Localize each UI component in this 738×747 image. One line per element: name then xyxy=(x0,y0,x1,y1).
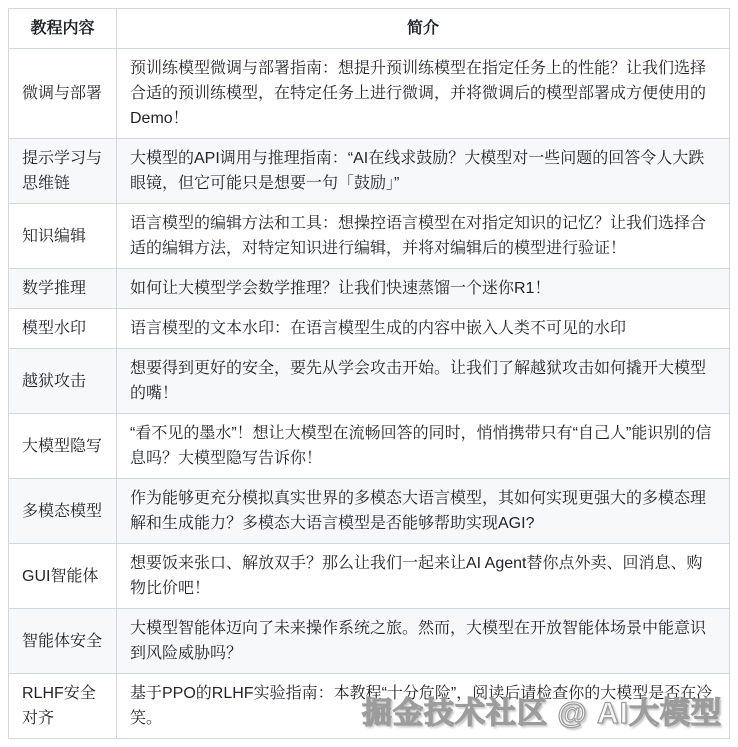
description-cell: 如何让大模型学会数学推理？让我们快速蒸馏一个迷你R1！ xyxy=(117,269,730,309)
topic-cell: 知识编辑 xyxy=(9,204,117,269)
topic-cell: 越狱攻击 xyxy=(9,349,117,414)
table-row xyxy=(9,204,730,269)
description-cell: 大模型的API调用与推理指南：“AI在线求鼓励？大模型对一些问题的回答令人大跌眼镜，但它可能只是想要一句「鼓励」” xyxy=(117,139,730,204)
topic-cell: 智能体安全 xyxy=(9,609,117,674)
topic-cell: 数学推理 xyxy=(9,269,117,309)
table-row xyxy=(9,414,730,479)
table-row xyxy=(9,479,730,544)
table-row xyxy=(9,269,730,309)
column-header-description: 简介 xyxy=(117,9,730,49)
juejin-watermark: 掘金技术社区 @ AI大模型 xyxy=(362,697,722,730)
topic-cell: 大模型隐写 xyxy=(9,414,117,479)
table-row xyxy=(9,309,730,349)
topic-cell: 模型水印 xyxy=(9,309,117,349)
table-row xyxy=(9,544,730,609)
topic-cell: GUI智能体 xyxy=(9,544,117,609)
table-row xyxy=(9,349,730,414)
description-cell: 语言模型的编辑方法和工具：想操控语言模型在对指定知识的记忆？让我们选择合适的编辑方法，对特定知识进行编辑，并将对编辑后的模型进行验证！ xyxy=(117,204,730,269)
description-cell: 语言模型的文本水印：在语言模型生成的内容中嵌入人类不可见的水印 xyxy=(117,309,730,349)
description-cell: 想要得到更好的安全，要先从学会攻击开始。让我们了解越狱攻击如何撬开大模型的嘴！ xyxy=(117,349,730,414)
description-cell: 大模型智能体迈向了未来操作系统之旅。然而，大模型在开放智能体场景中能意识到风险威胁吗？ xyxy=(117,609,730,674)
topic-cell: 多模态模型 xyxy=(9,479,117,544)
description-cell: “看不见的墨水”！想让大模型在流畅回答的同时，悄悄携带只有“自己人”能识别的信息吗？大模型隐写告诉你！ xyxy=(117,414,730,479)
topic-cell: RLHF安全对齐 xyxy=(9,674,117,739)
table-header-row xyxy=(9,9,730,49)
topic-cell: 提示学习与思维链 xyxy=(9,139,117,204)
column-header-topic: 教程内容 xyxy=(9,9,117,49)
description-cell: 想要饭来张口、解放双手？那么让我们一起来让AI Agent替你点外卖、回消息、购物比价吧！ xyxy=(117,544,730,609)
tutorial-table xyxy=(8,8,730,739)
description-cell: 基于PPO的RLHF实验指南：本教程“十分危险”，阅读后请检查你的大模型是否在冷笑。 xyxy=(117,674,730,739)
table-row xyxy=(9,139,730,204)
topic-cell: 微调与部署 xyxy=(9,49,117,139)
description-cell: 作为能够更充分模拟真实世界的多模态大语言模型，其如何实现更强大的多模态理解和生成能力？多模态大语言模型是否能够帮助实现AGI? xyxy=(117,479,730,544)
table-row xyxy=(9,609,730,674)
description-cell: 预训练模型微调与部署指南：想提升预训练模型在指定任务上的性能？让我们选择合适的预训练模型，在特定任务上进行微调，并将微调后的模型部署成方便使用的Demo！ xyxy=(117,49,730,139)
table-row xyxy=(9,49,730,139)
table-row xyxy=(9,674,730,739)
